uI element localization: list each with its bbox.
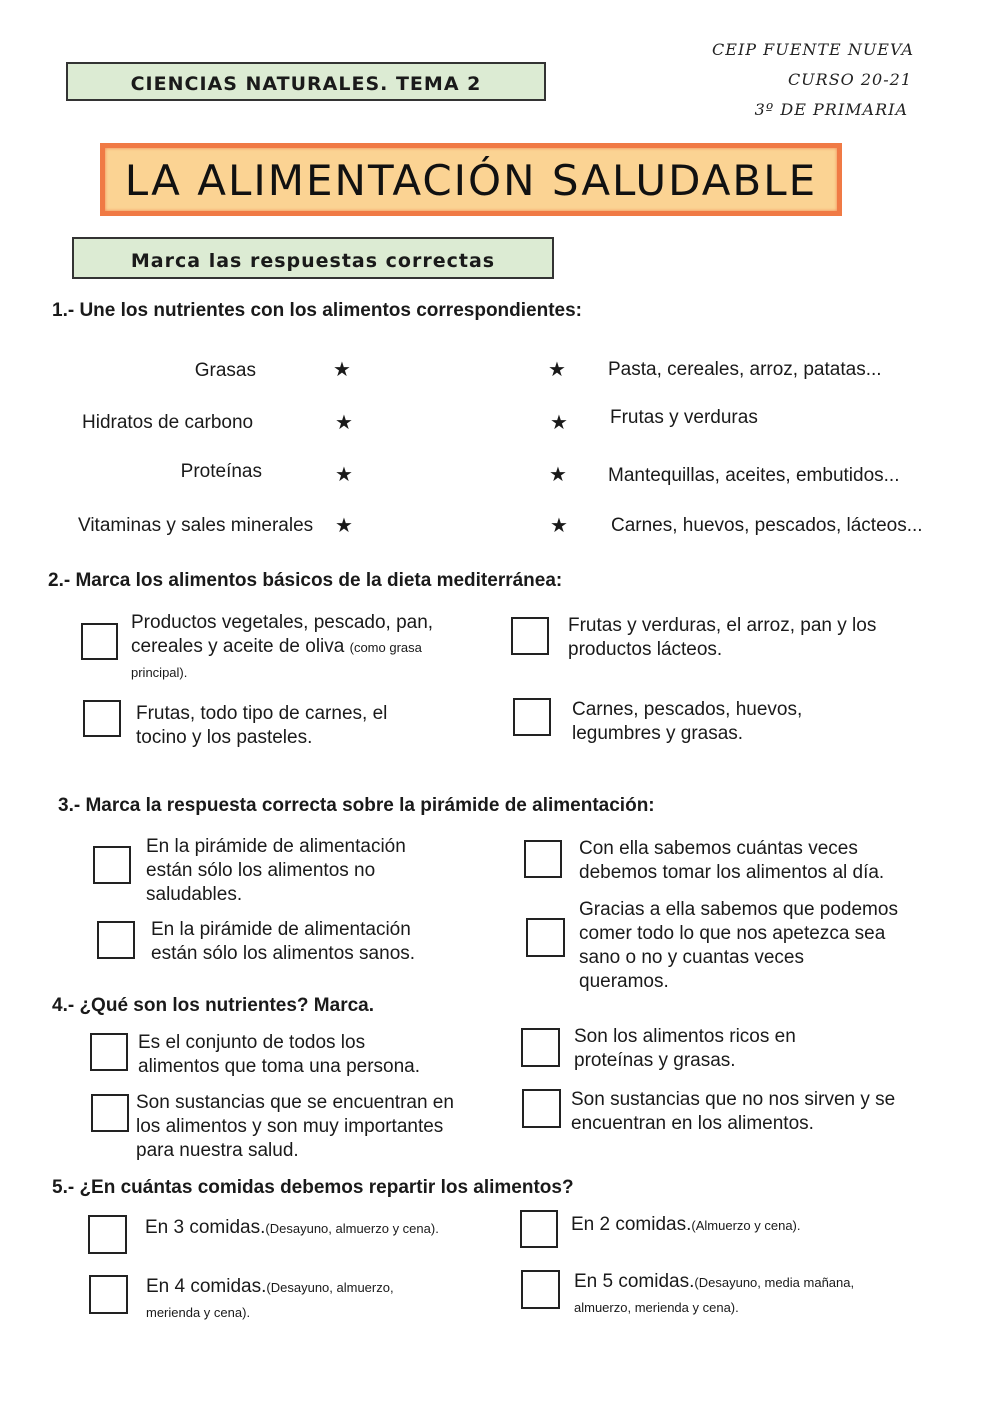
q4-option-2-text: Son los alimentos ricos en proteínas y grasas. <box>574 1026 796 1071</box>
q1-food-pasta: Pasta, cereales, arroz, patatas... <box>608 359 882 380</box>
q5-option-4-text: En 5 comidas. <box>574 1271 695 1292</box>
q1-food-butter: Mantequillas, aceites, embutidos... <box>608 465 900 486</box>
q2-option-3-checkbox[interactable] <box>83 700 121 737</box>
q5-option-4-checkbox[interactable] <box>521 1270 560 1309</box>
instructions-banner <box>72 237 554 279</box>
q2-option-4-text: Carnes, pescados, huevos, legumbres y grasas. <box>572 699 803 744</box>
q5-option-1-note: (Desayuno, almuerzo y cena). <box>265 1221 439 1236</box>
q4-option-2-checkbox[interactable] <box>521 1028 560 1067</box>
q3-option-2-checkbox[interactable] <box>524 840 562 878</box>
q1-left-star-icon[interactable]: ★ <box>335 412 353 434</box>
q1-food-fruits: Frutas y verduras <box>610 407 758 428</box>
q5-option-1 <box>145 1216 445 1241</box>
q5-heading: 5.- ¿En cuántas comidas debemos repartir los alimentos? <box>52 1177 574 1198</box>
q2-option-2-checkbox[interactable] <box>511 617 549 655</box>
q1-heading: 1.- Une los nutrientes con los alimentos correspondientes: <box>52 300 582 321</box>
school-year: CURSO 20-21 <box>787 70 912 89</box>
q3-option-4-checkbox[interactable] <box>526 918 565 957</box>
q5-option-2-checkbox[interactable] <box>520 1210 558 1248</box>
q1-right-star-icon[interactable]: ★ <box>550 515 568 537</box>
school-name: CEIP FUENTE NUEVA <box>712 40 914 59</box>
q3-heading: 3.- Marca la respuesta correcta sobre la pirámide de alimentación: <box>58 795 655 816</box>
q2-option-1 <box>131 611 471 685</box>
q2-option-3-text: Frutas, todo tipo de carnes, el tocino y los pasteles. <box>136 703 388 748</box>
q2-option-1-text: Productos vegetales, pescado, pan, cereales y aceite de oliva <box>131 612 434 657</box>
q1-food-meat: Carnes, huevos, pescados, lácteos... <box>611 515 923 536</box>
school-grade: 3º DE PRIMARIA <box>754 100 908 119</box>
q3-option-3-checkbox[interactable] <box>97 921 135 959</box>
q3-option-3-text: En la pirámide de alimentación están sólo los alimentos sanos. <box>151 919 416 964</box>
q5-option-2 <box>571 1213 871 1238</box>
q5-option-3-checkbox[interactable] <box>89 1275 128 1314</box>
q1-nutrient-fats: Grasas <box>194 360 256 381</box>
page-title: LA ALIMENTACIÓN SALUDABLE <box>124 156 818 205</box>
q1-nutrient-carbs: Hidratos de carbono <box>82 412 254 433</box>
q2-option-4-checkbox[interactable] <box>513 698 551 736</box>
q4-option-1-checkbox[interactable] <box>90 1033 128 1071</box>
q2-option-1-checkbox[interactable] <box>81 623 118 660</box>
q5-option-1-text: En 3 comidas. <box>145 1217 266 1238</box>
q1-left-star-icon[interactable]: ★ <box>333 359 351 381</box>
q5-option-1-checkbox[interactable] <box>88 1215 127 1254</box>
q1-nutrient-vitamins: Vitaminas y sales minerales <box>78 515 314 536</box>
q3-option-4-text: Gracias a ella sabemos que podemos comer todo lo que nos apetezca sea sano o no y cuantas veces queramos. <box>579 899 898 992</box>
q5-option-3-text: En 4 comidas. <box>146 1276 267 1297</box>
q1-right-star-icon[interactable]: ★ <box>548 359 566 381</box>
q2-heading: 2.- Marca los alimentos básicos de la dieta mediterránea: <box>48 570 563 591</box>
q3-option-2-text: Con ella sabemos cuántas veces debemos tomar los alimentos al día. <box>579 838 885 883</box>
q4-option-4-text: Son sustancias que no nos sirven y se encuentran en los alimentos. <box>571 1089 896 1134</box>
q5-option-2-text: En 2 comidas. <box>571 1214 692 1235</box>
q4-option-1-text: Es el conjunto de todos los alimentos que toma una persona. <box>138 1032 421 1077</box>
q4-option-3-text: Son sustancias que se encuentran en los alimentos y son muy importantes para nuestra salud. <box>136 1092 454 1161</box>
q5-option-2-note: (Almuerzo y cena). <box>691 1218 801 1233</box>
q4-heading: 4.- ¿Qué son los nutrientes? Marca. <box>52 995 375 1016</box>
q1-left-star-icon[interactable]: ★ <box>335 515 353 537</box>
q1-right-star-icon[interactable]: ★ <box>550 412 568 434</box>
subject-title: CIENCIAS NATURALES. TEMA 2 <box>130 73 482 95</box>
q5-option-4-note: (Desayuno, media mañana, almuerzo, merienda y cena). <box>574 1275 855 1315</box>
q5-option-4 <box>574 1270 914 1320</box>
q1-right-star-icon[interactable]: ★ <box>549 464 567 486</box>
q3-option-1-checkbox[interactable] <box>93 846 131 884</box>
instructions-text: Marca las respuestas correctas <box>130 250 496 272</box>
q4-option-3-checkbox[interactable] <box>91 1094 129 1132</box>
q5-option-3 <box>146 1275 446 1325</box>
subject-banner <box>66 62 546 101</box>
q1-left-star-icon[interactable]: ★ <box>335 464 353 486</box>
q4-option-4-checkbox[interactable] <box>522 1089 561 1128</box>
q5-option-3-note: (Desayuno, almuerzo, merienda y cena). <box>146 1280 394 1320</box>
title-banner <box>100 143 842 216</box>
q3-option-1-text: En la pirámide de alimentación están sólo los alimentos no saludables. <box>146 836 406 905</box>
q2-option-2-text: Frutas y verduras, el arroz, pan y los productos lácteos. <box>568 615 877 660</box>
q2-option-1-note: (como grasa principal). <box>131 640 422 680</box>
q1-nutrient-proteins: Proteínas <box>180 461 262 482</box>
